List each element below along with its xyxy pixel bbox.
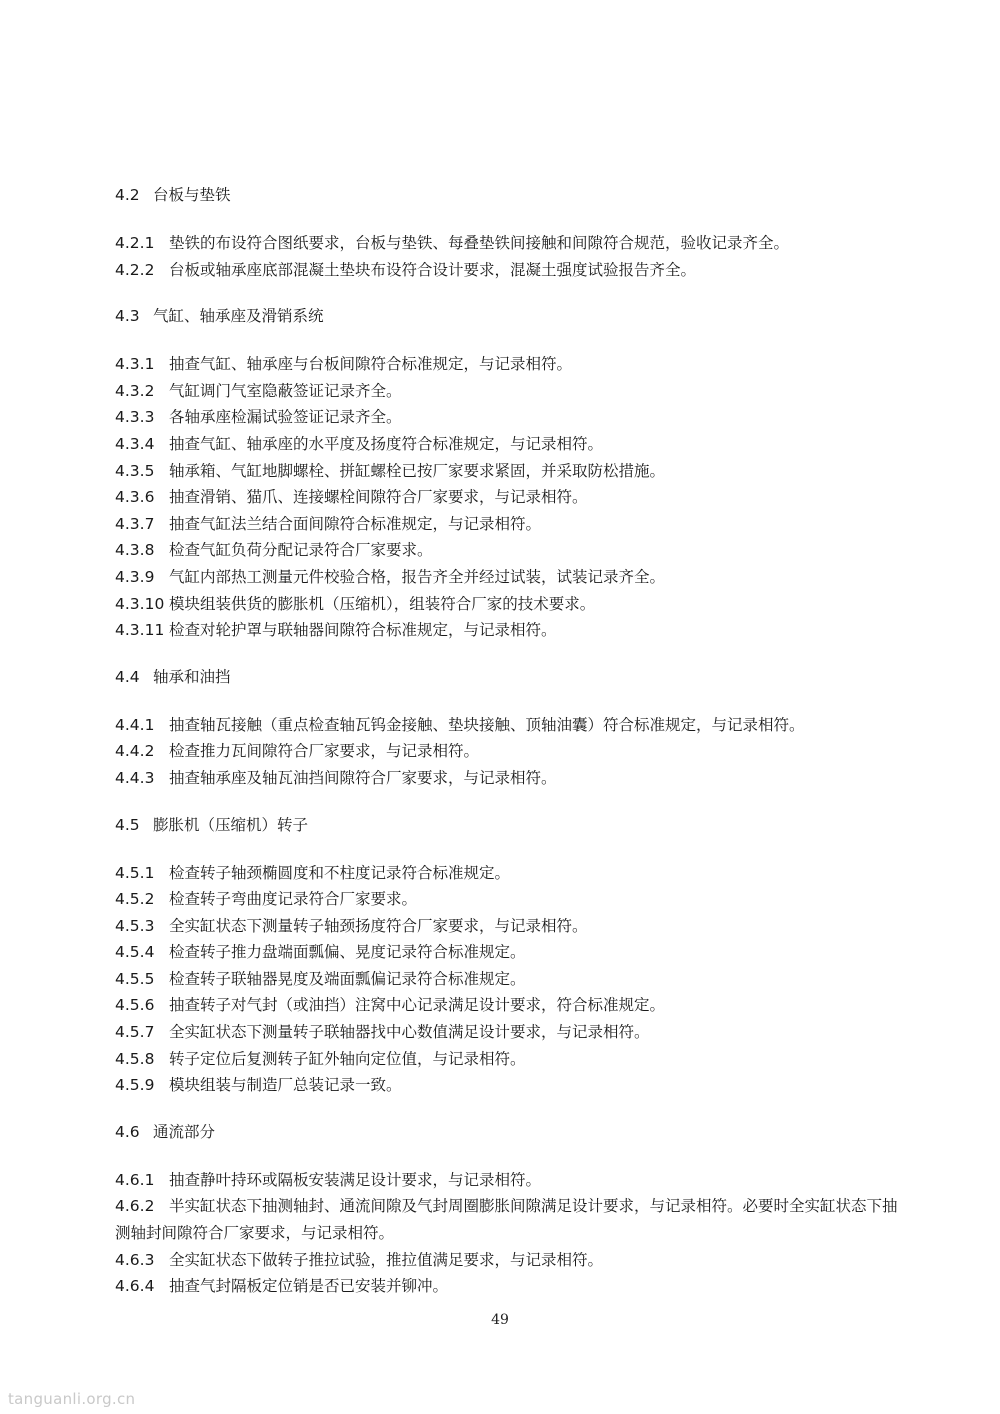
clause-text: 台板或轴承座底部混凝土垫块布设符合设计要求，混凝土强度试验报告齐全。 — [169, 260, 697, 279]
clause-text: 垫铁的布设符合图纸要求，台板与垫铁、每叠垫铁间接触和间隙符合规范，验收记录齐全。 — [169, 234, 790, 252]
clause-item — [115, 564, 905, 591]
section-title: 膨胀机（压缩机）转子 — [153, 815, 309, 834]
section-4-4 — [115, 665, 905, 792]
clause-text: 检查推力瓦间隙符合厂家要求，与记录相符。 — [169, 742, 480, 761]
clause-text: 抽查轴承座及轴瓦油挡间隙符合厂家要求，与记录相符。 — [169, 768, 557, 787]
clause-text: 抽查轴瓦接触（重点检查轴瓦钨金接触、垫块接触、顶轴油囊）符合标准规定，与记录相符。 — [169, 715, 805, 734]
section-heading — [115, 1120, 905, 1144]
clause-item — [115, 378, 905, 405]
clause-text: 全实缸状态下测量转子轴颈扬度符合厂家要求，与记录相符。 — [169, 916, 588, 935]
clause-number: 4.2.2 — [115, 260, 155, 279]
section-4-3 — [115, 304, 905, 644]
section-heading — [115, 304, 905, 328]
clause-item — [115, 966, 905, 993]
clause-text: 全实缸状态下测量转子联轴器找中心数值满足设计要求，与记录相符。 — [169, 1023, 650, 1042]
page-number: 49 — [491, 1312, 509, 1328]
clause-item — [115, 1247, 905, 1274]
clause-text: 抽查气缸法兰结合面间隙符合标准规定，与记录相符。 — [169, 514, 542, 533]
section-4-5 — [115, 813, 905, 1099]
clause-number: 4.2.1 — [115, 234, 155, 252]
clause-item — [115, 712, 905, 739]
section-number: 4.4 — [115, 667, 140, 686]
clause-item — [115, 458, 905, 485]
clause-number: 4.5.7 — [115, 1023, 155, 1042]
clause-item — [115, 1019, 905, 1046]
clause-number: 4.5.5 — [115, 969, 155, 988]
clause-number: 4.6.1 — [115, 1170, 155, 1189]
clause-item — [115, 1193, 905, 1246]
clause-item — [115, 1273, 905, 1300]
clause-number: 4.4.2 — [115, 742, 155, 761]
clause-text: 模块组装供货的膨胀机（压缩机），组装符合厂家的技术要求。 — [169, 594, 596, 613]
clause-item — [115, 765, 905, 792]
clause-item — [115, 860, 905, 887]
clause-text: 半实缸状态下抽测轴封、通流间隙及气封周圈膨胀间隙满足设计要求，与记录相符。必要时全实缸状态下抽测轴封间隙符合厂家要求，与记录相符。 — [115, 1197, 898, 1243]
clause-number: 4.3.5 — [115, 461, 155, 480]
clause-text: 抽查静叶持环或隔板安装满足设计要求，与记录相符。 — [169, 1170, 542, 1189]
clause-number: 4.5.8 — [115, 1049, 155, 1068]
clause-item — [115, 1167, 905, 1194]
clause-text: 抽查滑销、猫爪、连接螺栓间隙符合厂家要求，与记录相符。 — [169, 488, 588, 507]
clause-item — [115, 511, 905, 538]
section-4-2 — [115, 183, 905, 283]
clause-text: 抽查气缸、轴承座的水平度及扬度符合标准规定，与记录相符。 — [169, 434, 604, 453]
clause-item — [115, 484, 905, 511]
clause-number: 4.3.9 — [115, 567, 155, 586]
clause-number: 4.5.2 — [115, 890, 155, 909]
section-title: 台板与垫铁 — [153, 186, 231, 204]
clause-text: 转子定位后复测转子缸外轴向定位值，与记录相符。 — [169, 1049, 526, 1068]
clause-item — [115, 404, 905, 431]
clause-text: 气缸调门气室隐蔽签证记录齐全。 — [169, 381, 402, 400]
clause-number: 4.6.4 — [115, 1277, 155, 1296]
section-title: 通流部分 — [153, 1122, 216, 1141]
clause-text: 检查气缸负荷分配记录符合厂家要求。 — [169, 541, 433, 560]
clause-text: 全实缸状态下做转子推拉试验，推拉值满足要求，与记录相符。 — [169, 1250, 604, 1269]
section-number: 4.2 — [115, 186, 140, 204]
section-heading — [115, 665, 905, 689]
clause-number: 4.3.3 — [115, 408, 155, 427]
clause-text: 检查转子弯曲度记录符合厂家要求。 — [169, 890, 418, 909]
clause-number: 4.6.3 — [115, 1250, 155, 1269]
clause-item — [115, 230, 905, 257]
clause-number: 4.3.8 — [115, 541, 155, 560]
watermark: tanguanli.org.cn — [8, 1390, 136, 1408]
section-number: 4.5 — [115, 815, 140, 834]
clause-text: 检查转子联轴器晃度及端面瓢偏记录符合标准规定。 — [169, 969, 526, 988]
clause-text: 各轴承座检漏试验签证记录齐全。 — [169, 408, 402, 427]
clause-text: 模块组装与制造厂总装记录一致。 — [169, 1076, 402, 1095]
clause-number: 4.3.6 — [115, 488, 155, 507]
clause-number: 4.4.1 — [115, 715, 155, 734]
section-number: 4.6 — [115, 1122, 140, 1141]
clause-text: 轴承箱、气缸地脚螺栓、拼缸螺栓已按厂家要求紧固，并采取防松措施。 — [169, 461, 666, 480]
section-heading — [115, 813, 905, 837]
clause-text: 抽查气缸、轴承座与台板间隙符合标准规定，与记录相符。 — [169, 355, 573, 374]
clause-item — [115, 351, 905, 378]
clause-number: 4.5.4 — [115, 943, 155, 962]
clause-text: 抽查转子对气封（或油挡）注窝中心记录满足设计要求，符合标准规定。 — [169, 996, 666, 1015]
clause-item — [115, 738, 905, 765]
clause-text: 气缸内部热工测量元件校验合格，报告齐全并经过试装，试装记录齐全。 — [169, 567, 666, 586]
section-title: 轴承和油挡 — [153, 667, 231, 686]
section-title: 气缸、轴承座及滑销系统 — [153, 307, 324, 326]
clause-text: 检查对轮护罩与联轴器间隙符合标准规定，与记录相符。 — [169, 621, 557, 640]
clause-number: 4.4.3 — [115, 768, 155, 787]
clause-item — [115, 257, 905, 284]
clause-number: 4.3.7 — [115, 514, 155, 533]
clause-number: 4.3.2 — [115, 381, 155, 400]
clause-text: 检查转子轴颈椭圆度和不柱度记录符合标准规定。 — [169, 863, 511, 882]
clause-item — [115, 431, 905, 458]
clause-number: 4.5.9 — [115, 1076, 155, 1095]
clause-text: 检查转子推力盘端面瓢偏、晃度记录符合标准规定。 — [169, 943, 526, 962]
clause-number: 4.5.1 — [115, 863, 155, 882]
clause-text: 抽查气封隔板定位销是否已安装并铆冲。 — [169, 1277, 449, 1296]
clause-number: 4.3.10 — [115, 594, 165, 613]
clause-number: 4.3.1 — [115, 355, 155, 374]
clause-number: 4.5.3 — [115, 916, 155, 935]
clause-item — [115, 939, 905, 966]
clause-item — [115, 617, 905, 644]
clause-item — [115, 591, 905, 618]
clause-item — [115, 913, 905, 940]
clause-number: 4.3.11 — [115, 621, 165, 640]
section-heading — [115, 183, 905, 207]
clause-number: 4.3.4 — [115, 434, 155, 453]
clause-item — [115, 886, 905, 913]
section-4-6 — [115, 1120, 905, 1300]
clause-item — [115, 537, 905, 564]
clause-number: 4.6.2 — [115, 1197, 155, 1216]
clause-item — [115, 992, 905, 1019]
clause-item — [115, 1046, 905, 1073]
page-content — [115, 183, 905, 1300]
clause-item — [115, 1072, 905, 1099]
section-number: 4.3 — [115, 307, 140, 326]
clause-number: 4.5.6 — [115, 996, 155, 1015]
